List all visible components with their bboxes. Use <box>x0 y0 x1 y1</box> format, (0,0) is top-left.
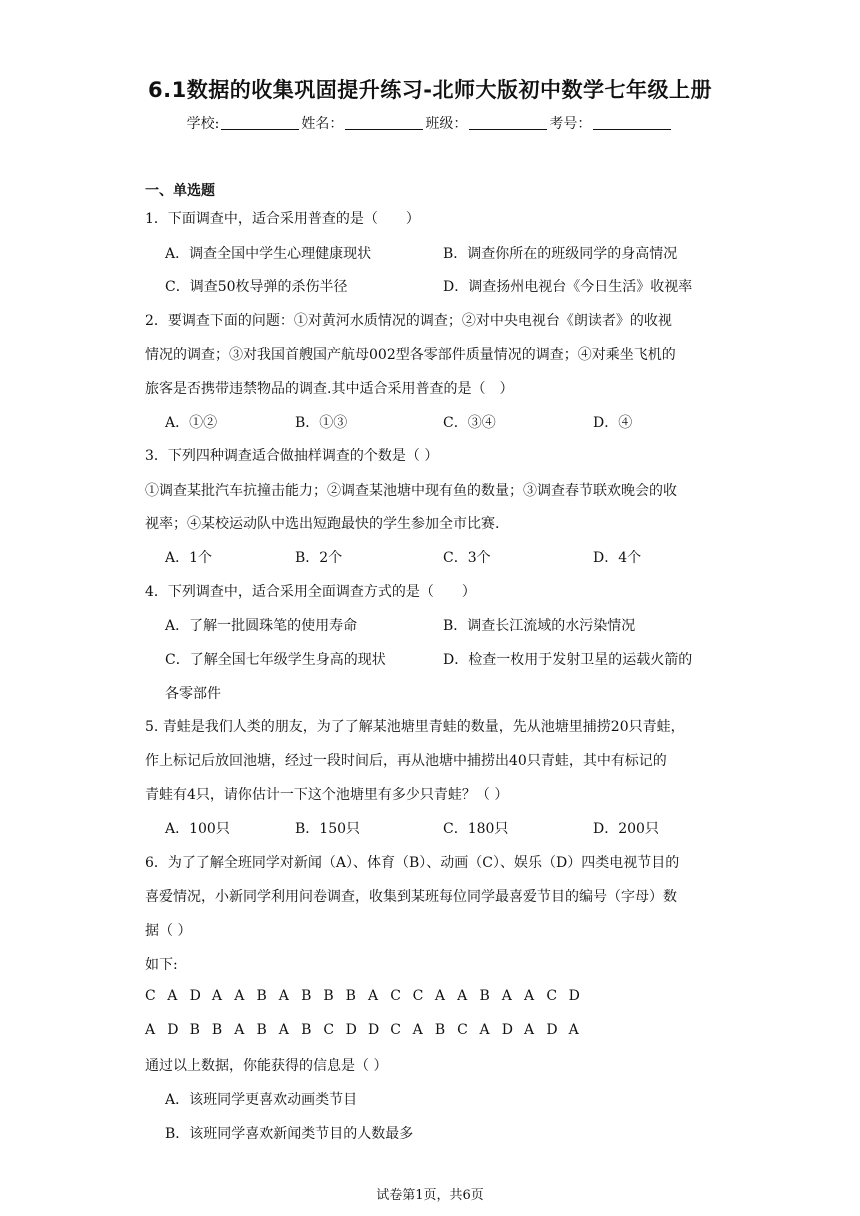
data-letter: C <box>323 1022 335 1038</box>
data-letter: A <box>145 1022 156 1038</box>
name-label: 姓名： <box>301 116 344 132</box>
data-letter: B <box>323 988 334 1004</box>
q5-line-3: 青蛙有4只，请你估计一下这个池塘里有多少只青蛙？（ ） <box>145 787 509 803</box>
q6-option-b: B．该班同学喜欢新闻类节目的人数最多 <box>165 1126 414 1142</box>
data-letter: C <box>390 1022 401 1038</box>
data-letter: D <box>367 1022 380 1038</box>
q3-option-a: A．1个 <box>165 550 213 566</box>
q3-option-b: B．2个 <box>295 550 343 566</box>
q5-option-d: D．200只 <box>593 821 659 837</box>
q5-option-c: C．180只 <box>443 821 509 837</box>
q6-data-row-2 <box>145 1022 591 1038</box>
id-label: 考号： <box>549 116 592 132</box>
q6-data-row-1 <box>145 988 591 1004</box>
data-letter: B <box>189 1022 200 1038</box>
data-letter: A <box>278 1022 289 1038</box>
q4-option-d: D．检查一枚用于发射卫星的运载火箭的 <box>443 652 693 668</box>
data-letter: A <box>412 1022 423 1038</box>
data-letter: B <box>256 988 267 1004</box>
q4-stem: 4．下列调查中，适合采用全面调查方式的是（ ） <box>145 584 476 600</box>
q6-data-intro: 如下: <box>145 957 178 973</box>
class-blank <box>469 129 547 130</box>
page-title: 6.1数据的收集巩固提升练习-北师大版初中数学七年级上册 <box>148 78 712 102</box>
q3-line-3: 视率；④某校运动队中选出短跑最快的学生参加全市比赛. <box>145 516 500 532</box>
q2-option-b: B．①③ <box>295 415 348 431</box>
data-letter: C <box>457 1022 468 1038</box>
q3-line-1: 3．下列四种调查适合做抽样调查的个数是（ ） <box>145 448 439 464</box>
q2-line-1: 2．要调查下面的问题：①对黄河水质情况的调查；②对中央电视台《朗读者》的收视 <box>145 313 672 329</box>
q6-option-a: A．该班同学更喜欢动画类节目 <box>165 1092 358 1108</box>
q4-option-d-continued: 各零部件 <box>165 686 221 702</box>
data-letter: D <box>345 1022 357 1038</box>
q1-option-b: B．调查你所在的班级同学的身高情况 <box>443 246 678 262</box>
data-letter: B <box>256 1022 267 1038</box>
data-letter: B <box>211 1022 223 1038</box>
q2-option-d: D．④ <box>593 415 633 431</box>
data-letter: C <box>546 988 558 1004</box>
q1-option-d: D．调查扬州电视台《今日生活》收视率 <box>443 279 693 295</box>
data-letter: A <box>524 988 535 1004</box>
data-letter: D <box>189 988 201 1004</box>
data-letter: B <box>301 1022 312 1038</box>
data-letter: B <box>479 988 490 1004</box>
school-label: 学校: <box>186 116 220 132</box>
q5-option-a: A．100只 <box>165 821 230 837</box>
q1-stem: 1．下面调查中，适合采用普查的是（ ） <box>145 211 420 227</box>
q4-option-c: C．了解全国七年级学生身高的现状 <box>165 652 386 668</box>
q5-line-1: 5. 青蛙是我们人类的朋友，为了了解某池塘里青蛙的数量，先从池塘里捕捞20只青蛙， <box>145 719 685 735</box>
data-letter: A <box>479 1022 490 1038</box>
data-letter: C <box>145 988 156 1004</box>
data-letter: A <box>501 988 512 1004</box>
id-blank <box>593 129 671 130</box>
data-letter: A <box>434 988 445 1004</box>
class-label: 班级： <box>425 116 468 132</box>
data-letter: B <box>301 988 312 1004</box>
section-heading: 一、单选题 <box>145 183 215 199</box>
q1-option-c: C．调查50枚导弹的杀伤半径 <box>165 279 348 295</box>
student-info-line <box>0 113 860 133</box>
data-letter: B <box>434 1022 446 1038</box>
q5-line-2: 作上标记后放回池塘，经过一段时间后，再从池塘中捕捞出40只青蛙，其中有标记的 <box>145 753 667 769</box>
data-letter: D <box>167 1022 179 1038</box>
q3-line-2: ①调查某批汽车抗撞击能力；②调查某池塘中现有鱼的数量；③调查春节联欢晚会的收 <box>145 483 677 499</box>
q4-option-a: A．了解一批圆珠笔的使用寿命 <box>165 618 358 634</box>
q4-option-b: B．调查长江流域的水污染情况 <box>443 618 636 634</box>
name-blank <box>345 129 423 130</box>
q2-option-a: A．①② <box>165 415 218 431</box>
q2-option-c: C．③④ <box>443 415 496 431</box>
data-letter: A <box>167 988 178 1004</box>
data-letter: D <box>546 1022 558 1038</box>
data-letter: A <box>457 988 468 1004</box>
q6-line-2: 喜爱情况，小新同学利用问卷调查，收集到某班每位同学最喜爱节目的编号（字母）数 <box>145 889 677 905</box>
data-letter: A <box>568 1022 579 1038</box>
q1-option-a: A．调查全国中学生心理健康现状 <box>165 246 372 262</box>
q2-line-2: 情况的调查；③对我国首艘国产航母002型各零部件质量情况的调查；④对乘坐飞机的 <box>145 347 676 363</box>
data-letter: C <box>390 988 401 1004</box>
data-letter: A <box>211 988 223 1004</box>
q5-option-b: B．150只 <box>295 821 361 837</box>
q6-line-3: 据（ ） <box>145 923 192 939</box>
data-letter: C <box>412 988 424 1004</box>
q2-line-3: 旅客是否携带违禁物品的调查.其中适合采用普查的是（ ） <box>145 381 514 397</box>
q6-line-1: 6．为了了解全班同学对新闻（A）、体育（B）、动画（C）、娱乐（D）四类电视节目的 <box>145 855 680 871</box>
q6-question: 通过以上数据，你能获得的信息是（ ） <box>145 1058 388 1074</box>
data-letter: B <box>345 988 356 1004</box>
school-blank <box>221 129 299 130</box>
data-letter: A <box>278 988 289 1004</box>
data-letter: D <box>568 988 580 1004</box>
data-letter: A <box>524 1022 535 1038</box>
data-letter: A <box>234 1022 245 1038</box>
q3-option-c: C．3个 <box>443 550 491 566</box>
data-letter: D <box>501 1022 513 1038</box>
page-footer: 试卷第1页，共6页 <box>376 1188 484 1203</box>
data-letter: A <box>367 988 379 1004</box>
data-letter: A <box>234 988 245 1004</box>
q3-option-d: D．4个 <box>593 550 642 566</box>
